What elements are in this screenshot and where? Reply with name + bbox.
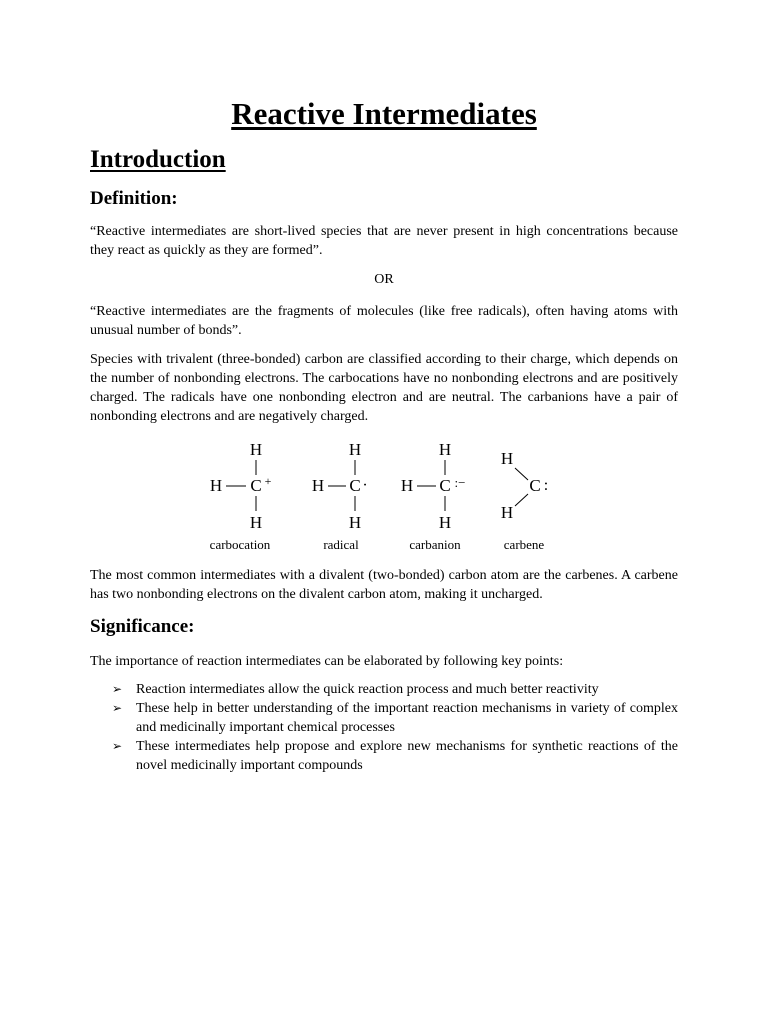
bond-lower — [515, 494, 528, 506]
atom-h-left: H — [400, 476, 414, 495]
atom-c: C — [250, 476, 262, 495]
lone-pair: : — [543, 477, 549, 494]
significance-intro: The importance of reaction intermediates can be elaborated by following key points: — [90, 654, 564, 669]
species-paragraph: Species with trivalent (three-bonded) carbon are classified according to their charge, which depends on the number of nonbonding electrons. The carbocations have no nonbonding electrons and are positively charged. The radicals have one nonbonding electron and are neutral. The carbanions have a pair of nonbonding electrons and are negatively charged. — [90, 352, 678, 424]
atom-h-top: H — [348, 440, 362, 459]
atom-h-bottom: H — [438, 513, 452, 532]
intermediates-figure — [206, 434, 586, 558]
key-point — [112, 699, 678, 737]
structure-label: carbanion — [409, 537, 461, 552]
atom-h-bottom: H — [500, 503, 514, 522]
structure-label: carbene — [503, 537, 545, 552]
atom-c: C — [529, 476, 541, 495]
atom-h-left: H — [311, 476, 325, 495]
significance-heading: Significance: — [90, 616, 195, 637]
carbanion-structure — [401, 440, 466, 552]
key-points-list — [112, 680, 678, 775]
radical-dot: · — [362, 477, 368, 494]
structure-label: carbocation — [209, 537, 271, 552]
atom-c: C — [439, 476, 451, 495]
carbene-paragraph: The most common intermediates with a divalent (two-bonded) carbon atom are the carbenes. A carbene has two nonbonding electrons on the divalent carbon atom, making it uncharged. — [90, 568, 678, 602]
radical-structure — [312, 440, 368, 552]
key-point-text: These intermediates help propose and explore new mechanisms for synthetic reactions of the novel medicinally important compounds — [136, 739, 678, 773]
definition-heading: Definition: — [90, 188, 178, 209]
key-point-text: Reaction intermediates allow the quick reaction process and much better reactivity — [136, 682, 599, 697]
carbene-structure — [501, 449, 548, 552]
introduction-heading: Introduction — [90, 146, 226, 173]
atom-h-bottom: H — [348, 513, 362, 532]
atom-h-top: H — [438, 440, 452, 459]
key-point — [112, 737, 678, 775]
definition-paragraph-2: “Reactive intermediates are the fragments of molecules (like free radicals), often having atoms with unusual number of bonds”. — [90, 304, 678, 338]
definition-paragraph-1: “Reactive intermediates are short-lived species that are never present in high concentrations because they react as quickly as they are formed”. — [90, 224, 678, 258]
atom-h-top: H — [249, 440, 263, 459]
structure-label: radical — [323, 537, 359, 552]
or-separator: OR — [374, 272, 394, 287]
atom-c: C — [349, 476, 361, 495]
atom-h-bottom: H — [249, 513, 263, 532]
key-point — [112, 680, 678, 699]
carbocation-structure — [210, 440, 272, 552]
atom-h-top: H — [500, 449, 514, 468]
charge-mark: + — [264, 474, 272, 488]
arrow-bullet-icon: ➢ — [112, 739, 123, 753]
atom-h-left: H — [209, 476, 223, 495]
key-point-text: These help in better understanding of the important reaction mechanisms in variety of complex and medicinally important chemical processes — [136, 701, 678, 735]
arrow-bullet-icon: ➢ — [112, 682, 123, 696]
arrow-bullet-icon: ➢ — [112, 701, 123, 715]
document-title: Reactive Intermediates — [231, 96, 537, 131]
bond-upper — [515, 468, 528, 480]
charge-mark: :− — [454, 475, 466, 490]
